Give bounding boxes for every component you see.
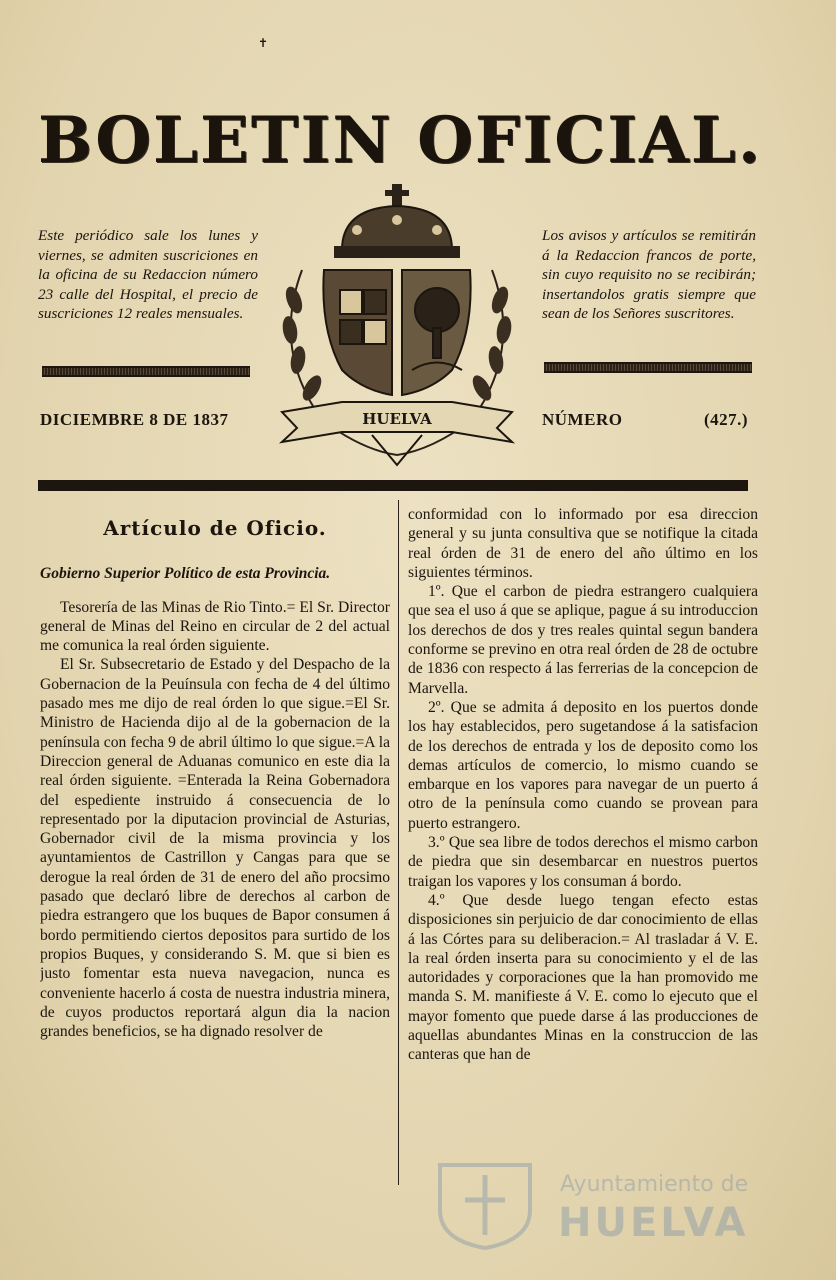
- archive-watermark: [430, 1160, 760, 1250]
- issue-date: DICIEMBRE 8 DE 1837: [40, 410, 229, 429]
- city-shield-icon: [430, 1160, 540, 1250]
- watermark-city: HUELVA: [558, 1200, 749, 1246]
- article-paragraph: 1º. Que el carbon de piedra estrangero cualquiera que sea el uso á que se aplique, pague á su introduccion los derechos de dos y tres reales quintal segun bandera conforme se previno en otra real órden de 28 de octubre de 1836 con respecto á las ferrerias de la concepcion de Marvella.: [408, 583, 758, 697]
- article-paragraph: 3.º Que sea libre de todos derechos el mismo carbon de piedra que sin desembarcar en nuestros puertos traigan los vapores y los consuman á bordo.: [408, 834, 758, 890]
- masthead-divider: [38, 480, 748, 491]
- article-paragraph: 2º. Que se admita á deposito en los puertos donde los hay establecidos, pero sugetandose á la satisfacion de los derechos de entrada y los de deposito como los demas artículos de comercio, lo mismo cuando se embarque en los vapores para navegar de un puerto á otro de la península como cuando se provean para puerto estrangero.: [408, 698, 758, 832]
- column-divider: [398, 500, 399, 1185]
- right-column: [408, 505, 758, 1185]
- decorative-rule-right: [544, 362, 752, 373]
- coat-of-arms-icon: [262, 180, 532, 470]
- crest-ribbon-text: HUELVA: [362, 410, 432, 428]
- masthead-title: BOLETIN OFICIAL.: [38, 103, 763, 178]
- intro-right-notice: Los avisos y artículos se remitirán á la Redaccion francos de porte, sin cuyo requisito no se recibirán; insertandolos gratis siempre que sean de los Señores suscritores.: [542, 227, 756, 323]
- issue-number-value: (427.): [704, 410, 749, 429]
- issue-number-label: NÚMERO: [542, 410, 623, 429]
- print-mark: ✝: [258, 36, 269, 50]
- article-paragraph: El Sr. Subsecretario de Estado y del Despacho de la Gobernacion de la Peuínsula con fecha de 4 del último pasado mes me dijo de real órden lo que sigue.=El Sr. Ministro de Hacienda dijo al de la gobernacion de la península con fecha 9 de abril último lo que sigue.=A la Direccion general de Aduanas comunico en este dia la real órden siguiente. =Enterada la Reina Gobernadora del espediente instruido á consecuencia de lo representado por la diputacion provincial de Asturias, Gobernador civil de la misma provincia y los ayuntamientos de Castrillon y Cangas para que se derogue la real órden de 31 de enero del año procsimo pasado que declaró libre de derechos al carbon de piedra estrangero que los buques de Bapor consumen á bordo permitiendo ciertos depositos para surtido de los propios Buques, y considerando S. M. que si bien es justo fomentar esta nueva navegacion, nunca es conveniente hacerlo á costa de nuestra industria minera, de cuyos productos reportará algun dia la nacion grandes beneficios, se ha dignado resolver de: [40, 656, 390, 1041]
- section-title: Artículo de Oficio.: [103, 516, 327, 540]
- article-paragraph: Tesorería de las Minas de Rio Tinto.= El Sr. Director general de Minas del Reino en circular de 2 del actual me comunica la real órden siguiente.: [40, 598, 390, 655]
- section-subtitle: Gobierno Superior Político de esta Provincia.: [40, 565, 331, 583]
- left-column: [40, 505, 390, 1185]
- article-paragraph: 4.º Que desde luego tengan efecto estas disposiciones sin perjuicio de dar conocimiento de ellas á las Córtes para su deliberacion.= Al trasladar á V. E. la real órden inserta para su conocimiento y el de las autoridades y corporaciones que la han promovido me manda S. M. manifieste á V. E. como lo ejecuto que el mayor fomento que puede darse á las producciones de aquellas abundantes Minas en la construccion de las canteras que han de: [408, 891, 758, 1064]
- intro-left-notice: Este periódico sale los lunes y viernes, se admiten suscriciones en la oficina de su Redaccion número 23 calle del Hospital, el precio de suscriciones 12 reales mensuales.: [38, 227, 258, 323]
- article-paragraph: conformidad con lo informado por esa direccion general y su junta consultiva que se notifique la citada real órden de 31 de enero del año último en los siguientes términos.: [408, 506, 758, 581]
- watermark-org: Ayuntamiento de: [560, 1172, 749, 1197]
- decorative-rule-left: [42, 366, 250, 377]
